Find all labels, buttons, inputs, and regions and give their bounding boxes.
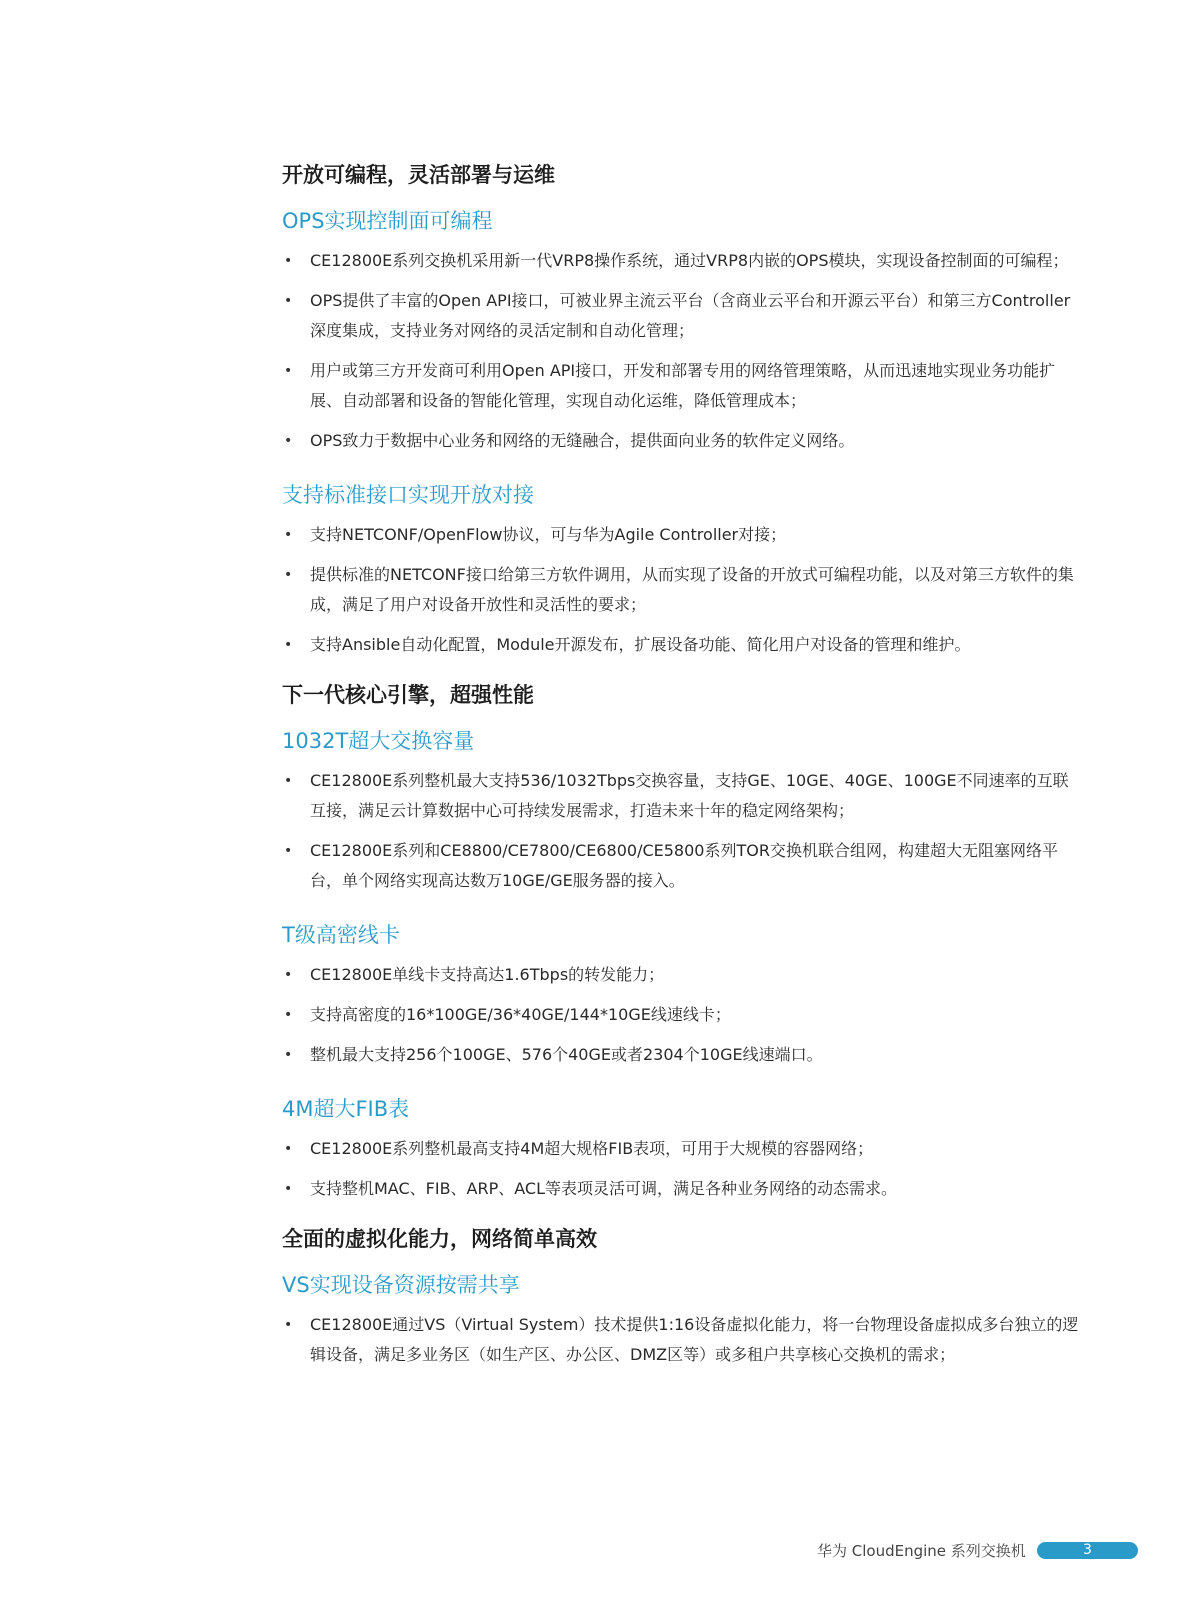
list-item: • OPS提供了丰富的Open API接口，可被业界主流云平台（含商业云平台和开源云平台）和第三方Controller深度集成，支持业务对网络的灵活定制和自动化管理； xyxy=(282,286,1082,346)
bullet-icon: • xyxy=(284,293,293,309)
bullet-icon: • xyxy=(284,967,293,983)
subsection-heading: VS实现设备资源按需共享 xyxy=(282,1273,520,1297)
section-heading: 开放可编程，灵活部署与运维 xyxy=(282,163,555,187)
list-item: • OPS致力于数据中心业务和网络的无缝融合，提供面向业务的软件定义网络。 xyxy=(282,426,1082,456)
subsection-heading: 4M超大FIB表 xyxy=(282,1097,410,1121)
document-body xyxy=(282,160,1082,1370)
bullet-list xyxy=(282,246,1082,456)
list-item: • 支持整机MAC、FIB、ARP、ACL等表项灵活可调，满足各种业务网络的动态需求。 xyxy=(282,1174,1082,1204)
bullet-list xyxy=(282,766,1082,896)
bullet-icon: • xyxy=(284,1047,293,1063)
section-heading: 全面的虚拟化能力，网络简单高效 xyxy=(282,1227,597,1251)
list-item: • 提供标准的NETCONF接口给第三方软件调用，从而实现了设备的开放式可编程功能，以及对第三方软件的集成，满足了用户对设备开放性和灵活性的要求； xyxy=(282,560,1082,620)
bullet-icon: • xyxy=(284,527,293,543)
bullet-icon: • xyxy=(284,1007,293,1023)
bullet-icon: • xyxy=(284,1141,293,1157)
list-item: • CE12800E系列交换机采用新一代VRP8操作系统，通过VRP8内嵌的OPS模块，实现设备控制面的可编程； xyxy=(282,246,1082,276)
bullet-icon: • xyxy=(284,253,293,269)
footer-title: 华为 CloudEngine 系列交换机 xyxy=(817,1542,1026,1560)
bullet-icon: • xyxy=(284,773,293,789)
list-item: • 支持Ansible自动化配置，Module开源发布，扩展设备功能、简化用户对设备的管理和维护。 xyxy=(282,630,1082,660)
list-item: • CE12800E系列整机最高支持4M超大规格FIB表项，可用于大规模的容器网络； xyxy=(282,1134,1082,1164)
bullet-icon: • xyxy=(284,363,293,379)
bullet-icon: • xyxy=(284,1317,293,1333)
list-item: • CE12800E系列整机最大支持536/1032Tbps交换容量，支持GE、10GE、40GE、100GE不同速率的互联互接，满足云计算数据中心可持续发展需求，打造未来十年的稳定网络架构； xyxy=(282,766,1082,826)
subsection-heading: OPS实现控制面可编程 xyxy=(282,209,493,233)
list-item: • 支持NETCONF/OpenFlow协议，可与华为Agile Controller对接； xyxy=(282,520,1082,550)
list-item: • CE12800E单线卡支持高达1.6Tbps的转发能力； xyxy=(282,960,1082,990)
bullet-list xyxy=(282,1134,1082,1204)
bullet-icon: • xyxy=(284,637,293,653)
subsection-heading: T级高密线卡 xyxy=(282,923,400,947)
bullet-icon: • xyxy=(284,1181,293,1197)
bullet-icon: • xyxy=(284,567,293,583)
bullet-icon: • xyxy=(284,433,293,449)
list-item: • CE12800E通过VS（Virtual System）技术提供1:16设备虚拟化能力，将一台物理设备虚拟成多台独立的逻辑设备，满足多业务区（如生产区、办公区、DMZ区等）或多租户共享核心交换机的需求； xyxy=(282,1310,1082,1370)
page-number: 3 xyxy=(1037,1542,1138,1559)
bullet-icon: • xyxy=(284,843,293,859)
list-item: • 支持高密度的16*100GE/36*40GE/144*10GE线速线卡； xyxy=(282,1000,1082,1030)
list-item: • 整机最大支持256个100GE、576个40GE或者2304个10GE线速端口。 xyxy=(282,1040,1082,1070)
bullet-list xyxy=(282,960,1082,1070)
subsection-heading: 1032T超大交换容量 xyxy=(282,729,475,753)
bullet-list xyxy=(282,1310,1082,1370)
subsection-heading: 支持标准接口实现开放对接 xyxy=(282,483,534,507)
bullet-list xyxy=(282,520,1082,660)
section-heading: 下一代核心引擎，超强性能 xyxy=(282,683,534,707)
list-item: • 用户或第三方开发商可利用Open API接口，开发和部署专用的网络管理策略，从而迅速地实现业务功能扩展、自动部署和设备的智能化管理，实现自动化运维，降低管理成本； xyxy=(282,356,1082,416)
list-item: • CE12800E系列和CE8800/CE7800/CE6800/CE5800系列TOR交换机联合组网，构建超大无阻塞网络平台，单个网络实现高达数万10GE/GE服务器的接入。 xyxy=(282,836,1082,896)
